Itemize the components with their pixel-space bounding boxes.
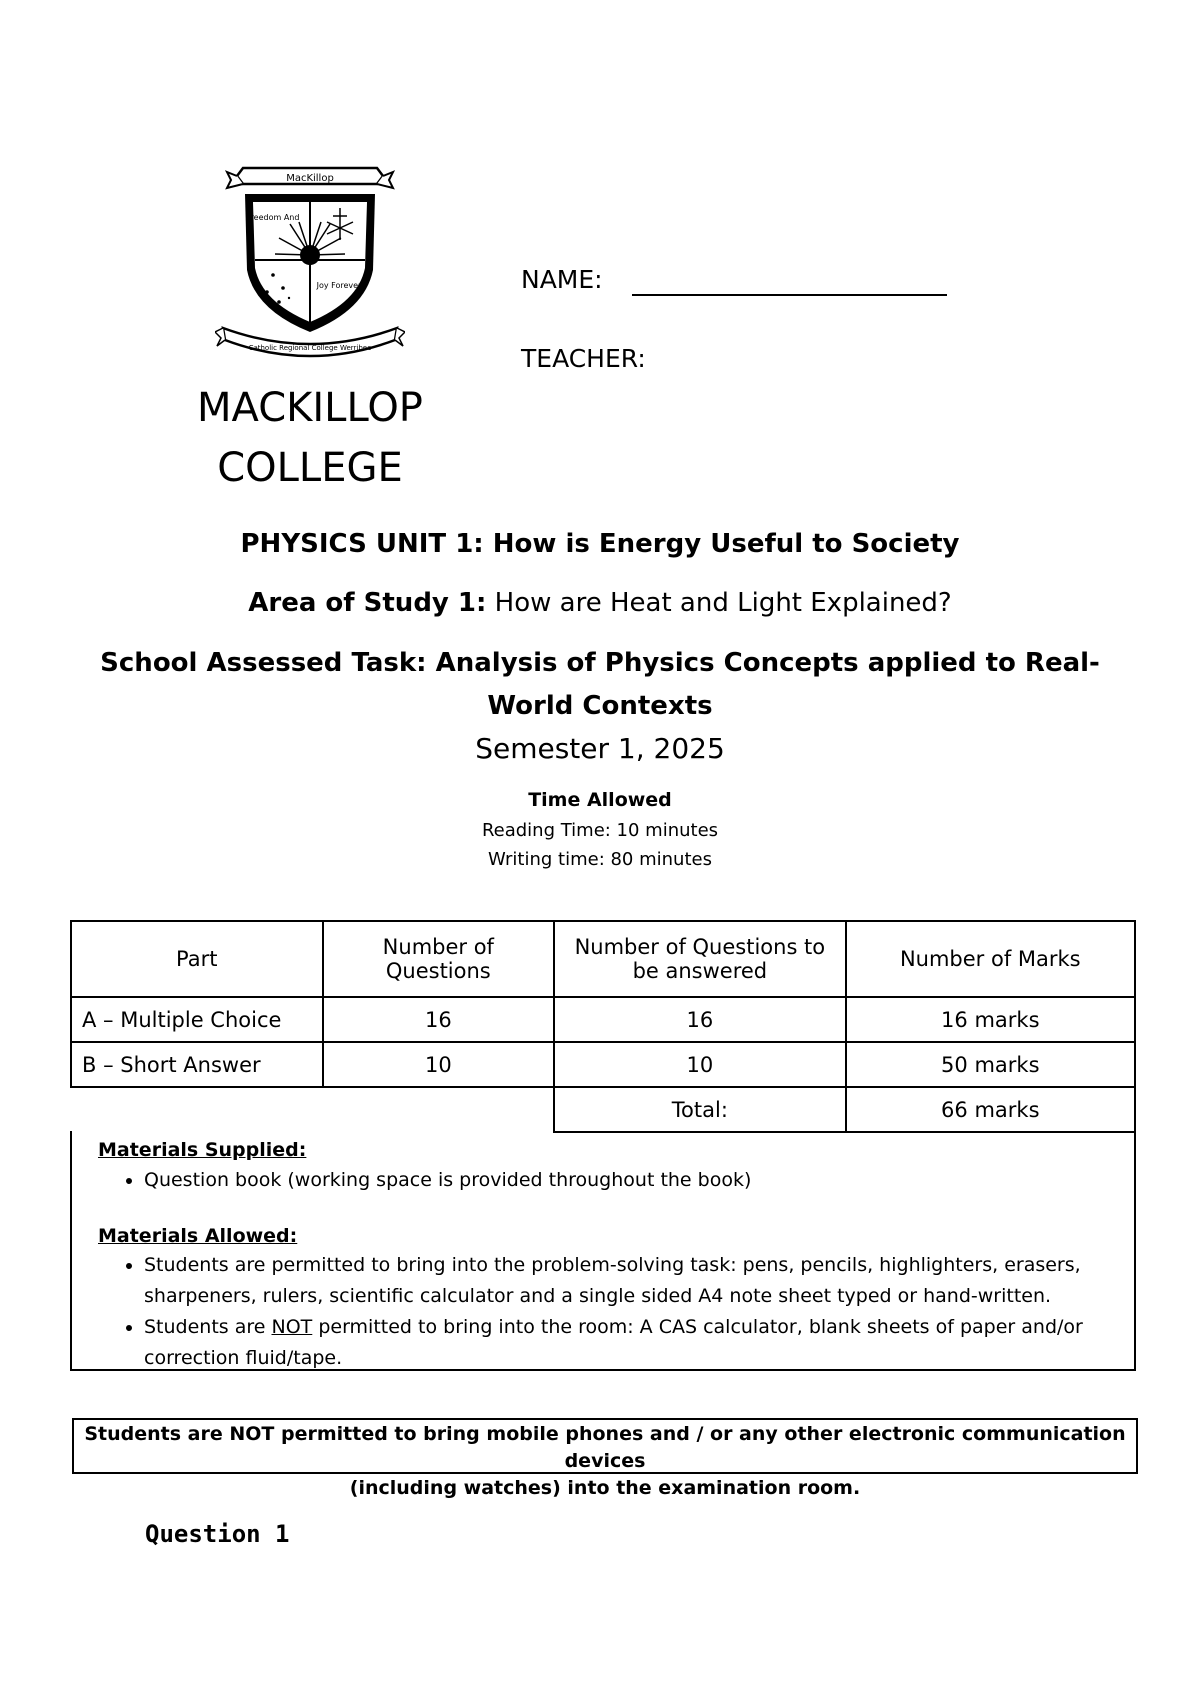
table-cell: B – Short Answer (71, 1042, 323, 1087)
table-blank-cell (71, 1087, 554, 1132)
list-item: • Question book (working space is provided throughout the book) (144, 1165, 1104, 1196)
unit-title: PHYSICS UNIT 1: How is Energy Useful to Society (240, 529, 960, 559)
materials-allowed-list (112, 1250, 1104, 1374)
task-title-line2: World Contexts (487, 691, 713, 721)
task-title-line1: School Assessed Task: Analysis of Physics Concepts applied to Real- (100, 648, 1100, 678)
table-cell: 16 (554, 997, 845, 1042)
item-text: permitted to bring into the room: A CAS calculator, blank sheets of paper and/or correction fluid/tape. (144, 1316, 1083, 1369)
college-crest-logo (215, 160, 405, 360)
name-input-line[interactable] (632, 294, 947, 296)
writing-time: Writing time: 80 minutes (488, 849, 712, 870)
table-total-row (71, 1087, 1135, 1132)
area-of-study (0, 588, 1200, 618)
table-cell: A – Multiple Choice (71, 997, 323, 1042)
list-item: • Students are permitted to bring into the problem-solving task: pens, pencils, highlighters, erasers, sharpeners, rulers, scientific calculator and a single sided A4 note sheet typed or hand-written. (144, 1250, 1104, 1312)
total-value: 66 marks (846, 1087, 1135, 1132)
item-emphasis: NOT (271, 1316, 313, 1338)
question-heading: Question 1 (145, 1520, 290, 1548)
table-cell: 10 (323, 1042, 555, 1087)
college-name-line1: MACKILLOP (197, 385, 423, 431)
table-cell: 10 (554, 1042, 845, 1087)
college-name-line2: COLLEGE (217, 445, 403, 491)
crest-bottom-banner-text: Catholic Regional College Werribee (248, 344, 372, 352)
time-allowed-heading: Time Allowed (528, 789, 672, 811)
list-item (144, 1312, 1104, 1374)
task-title (0, 642, 1200, 728)
name-label: NAME: (521, 265, 603, 294)
teacher-label: TEACHER: (521, 344, 646, 373)
area-text: How are Heat and Light Explained? (486, 588, 952, 618)
table-cell: 50 marks (846, 1042, 1135, 1087)
header-number-of-questions: Number of Questions (323, 921, 555, 997)
crest-motto-left: Freedom And (246, 213, 300, 222)
marks-table (70, 920, 1136, 1133)
materials-box (70, 1131, 1136, 1371)
crest-motto-right: Joy Forever (316, 281, 362, 290)
electronic-devices-notice (72, 1418, 1138, 1499)
materials-supplied-heading: Materials Supplied: (98, 1139, 307, 1161)
notice-line1: Students are NOT permitted to bring mobile phones and / or any other electronic communication devices (84, 1423, 1126, 1472)
item-text: Students are (144, 1316, 272, 1338)
materials-allowed-heading: Materials Allowed: (98, 1225, 298, 1247)
table-cell: 16 marks (846, 997, 1135, 1042)
header-questions-to-answer: Number of Questions to be answered (554, 921, 845, 997)
table-cell: 16 (323, 997, 555, 1042)
table-row (71, 1042, 1135, 1087)
materials-supplied-list (112, 1165, 1104, 1196)
total-label: Total: (554, 1087, 845, 1132)
crest-top-banner-text: MacKillop (286, 173, 334, 184)
area-label: Area of Study 1: (248, 588, 487, 618)
header-part: Part (71, 921, 323, 997)
header-number-of-marks: Number of Marks (846, 921, 1135, 997)
table-header-row (71, 921, 1135, 997)
table-row (71, 997, 1135, 1042)
notice-line2: (including watches) into the examination room. (349, 1477, 861, 1499)
reading-time: Reading Time: 10 minutes (481, 820, 719, 841)
semester: Semester 1, 2025 (475, 732, 725, 765)
